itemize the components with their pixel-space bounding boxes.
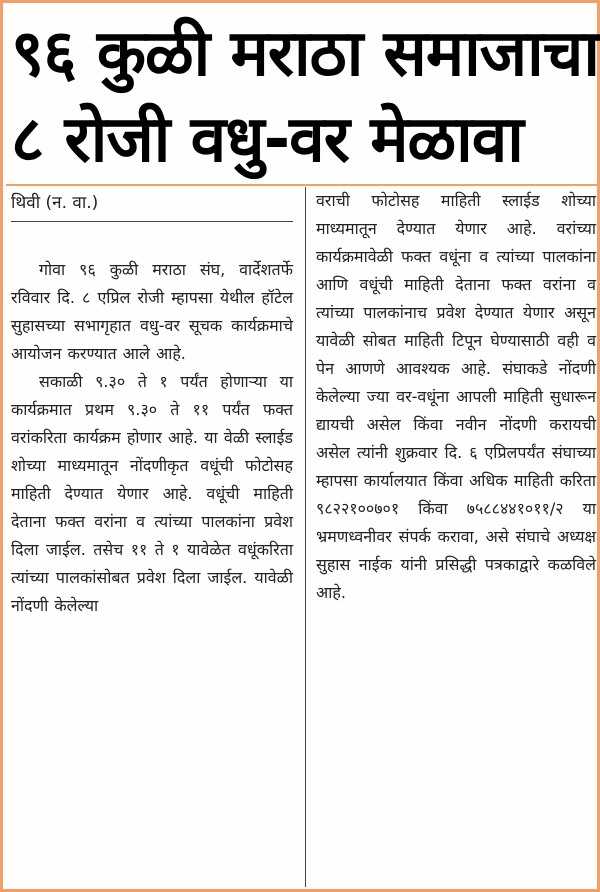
- headline-line-2: ८ रोजी वधु-वर मेळावा: [11, 103, 523, 177]
- headline-line-1: ९६ कुळी मराठा समाजाचा: [11, 17, 599, 91]
- column-divider: [305, 187, 306, 887]
- headline: [11, 11, 599, 183]
- headline-rule: [6, 184, 600, 186]
- dateline: थिवी (न. वा.): [11, 187, 293, 222]
- article-paragraph-1: गोवा ९६ कुळी मराठा संघ, वार्देशतर्फे रविवार दि. ८ एप्रिल रोजी म्हापसा येथील हॉटेल सुहासच्या सभागृहात वधु-वर सूचक कार्यक्रमाचे आयोजन करण्यात आले आहे.: [11, 260, 293, 363]
- article-column-right: [316, 187, 596, 607]
- column-spacer: [11, 222, 293, 256]
- article-column-left: [11, 187, 293, 620]
- article-paragraph-3: वराची फोटोसह माहिती स्लाईड शोच्या माध्यमातून देण्यात येणार आहे. वरांच्या कार्यक्रमावेळी फक्त वधूंना व त्यांच्या पालकांना आणि वधूंची माहिती देताना फक्त वरांना व त्यांच्या पालकांनाच प्रवेश देण्यात येणार असून यावेळी सोबत माहिती टिपून घेण्यासाठी वही व पेन आणणे आवश्यक आहे. संघाकडे नोंदणी केलेल्या ज्या वर-वधूंना आपली माहिती सुधारून द्यायची असेल किंवा नवीन नोंदणी करायची असेल त्यांनी शुक्रवार दि. ६ एप्रिलपर्यंत संघाच्या म्हापसा कार्यालयात किंवा अधिक माहिती करिता ९८२२१००७०१ किंवा ७५८८४४१०११/२ या भ्रमणध्वनीवर संपर्क करावा, असे संघाचे अध्यक्ष सुहास नाईक यांनी प्रसिद्धी पत्रकाद्वारे कळविले आहे.: [316, 191, 596, 602]
- article-paragraph-2: सकाळी ९.३० ते १ पर्यंत होणाऱ्या या कार्यक्रमात प्रथम ९.३० ते ११ पर्यंत फक्त वरांकरिता कार्यक्रम होणार आहे. या वेळी स्लाईड शोच्या माध्यमातून नोंदणीकृत वधूंची फोटोसह माहिती देण्यात येणार आहे. वधूंची माहिती देताना फक्त वरांना व त्यांच्या पालकांना प्रवेश दिला जाईल. तसेच ११ ते १ यावेळेत वधूंकरिता त्यांच्या पालकांसोबत प्रवेश दिला जाईल. यावेळी नोंदणी केलेल्या: [11, 372, 293, 615]
